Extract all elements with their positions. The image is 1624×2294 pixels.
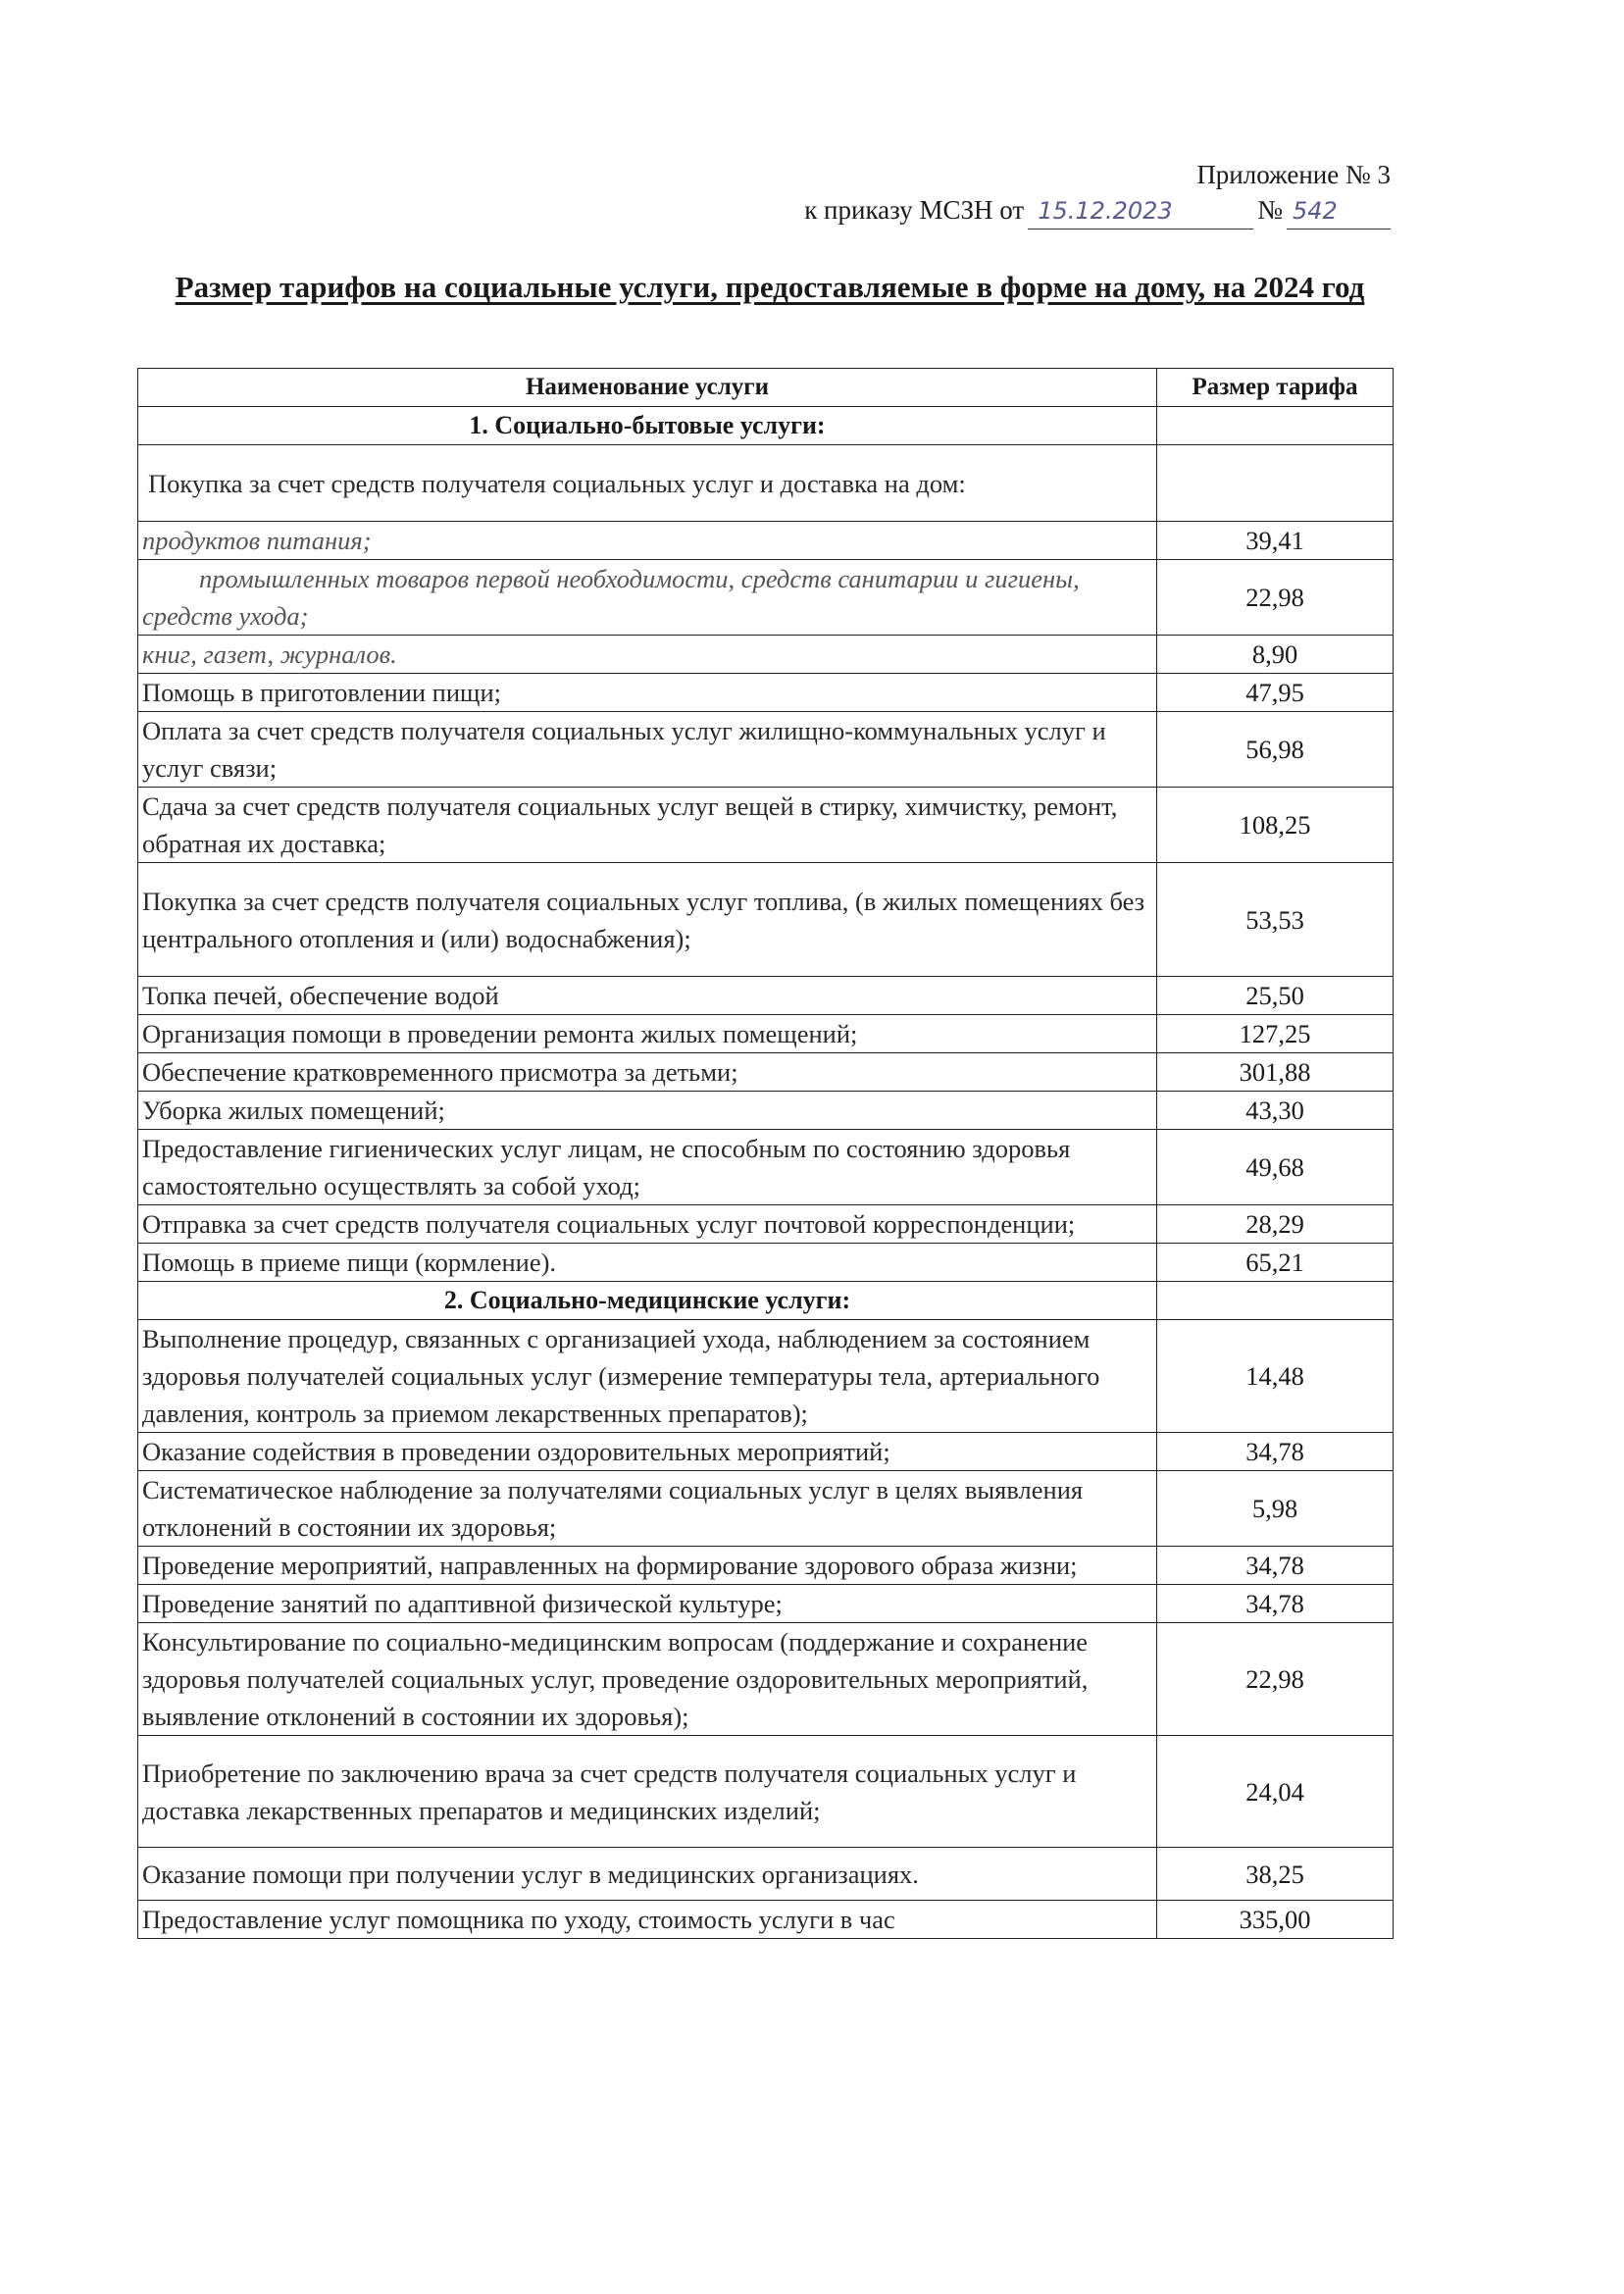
appendix-label: Приложение № 3: [1196, 160, 1391, 189]
service-name: Приобретение по заключению врача за счет средств получателя социальных услуг и доставка лекарственных препаратов и медицинских изделий;: [138, 1736, 1157, 1848]
group-price-empty: [1157, 445, 1394, 522]
service-price: 34,78: [1157, 1547, 1394, 1585]
table-row: [138, 1736, 1394, 1848]
service-name: книг, газет, журналов.: [138, 636, 1157, 674]
order-date: 15.12.2023: [1028, 193, 1253, 229]
column-header-price: Размер тарифа: [1157, 369, 1394, 407]
table-row: [138, 1130, 1394, 1205]
document-title: Размер тарифов на социальные услуги, предоставляемые в форме на дому, на 2024 год: [175, 270, 1365, 304]
appendix-header: [804, 157, 1391, 229]
tariff-table: [137, 368, 1394, 1939]
service-price: 39,41: [1157, 522, 1394, 560]
service-price: 22,98: [1157, 1623, 1394, 1736]
column-header-service: Наименование услуги: [138, 369, 1157, 407]
table-row: [138, 1585, 1394, 1623]
table-row: [138, 1053, 1394, 1092]
service-price: 34,78: [1157, 1433, 1394, 1471]
service-name: Помощь в приготовлении пищи;: [138, 674, 1157, 712]
service-name: Выполнение процедур, связанных с организацией ухода, наблюдением за состоянием здоровья получателей социальных услуг (измерение температуры тела, артериального давления, контроль за приемом лекарственных препаратов);: [138, 1320, 1157, 1433]
service-name: Оказание помощи при получении услуг в медицинских организациях.: [138, 1848, 1157, 1901]
service-name: Оплата за счет средств получателя социальных услуг жилищно-коммунальных услуг и услуг связи;: [138, 712, 1157, 788]
service-price: 28,29: [1157, 1205, 1394, 1244]
table-row: [138, 1015, 1394, 1053]
service-price: 108,25: [1157, 788, 1394, 863]
group-row: [138, 445, 1394, 522]
table-row: [138, 560, 1394, 636]
service-price: 65,21: [1157, 1244, 1394, 1282]
order-prefix: к приказу МСЗН от: [804, 195, 1025, 225]
service-name: Проведение мероприятий, направленных на формирование здорового образа жизни;: [138, 1547, 1157, 1585]
table-row: [138, 1901, 1394, 1939]
service-name: Проведение занятий по адаптивной физической культуре;: [138, 1585, 1157, 1623]
table-row: [138, 712, 1394, 788]
service-price: 24,04: [1157, 1736, 1394, 1848]
table-row: [138, 788, 1394, 863]
service-price: 127,25: [1157, 1015, 1394, 1053]
table-row: [138, 1547, 1394, 1585]
table-row: [138, 1205, 1394, 1244]
service-name: Консультирование по социально-медицинским вопросам (поддержание и сохранение здоровья получателей социальных услуг, проведение оздоровительных мероприятий, выявление отклонений в состоянии их здоровья);: [138, 1623, 1157, 1736]
service-name: Систематическое наблюдение за получателями социальных услуг в целях выявления отклонений в состоянии их здоровья;: [138, 1471, 1157, 1547]
table-row: [138, 1092, 1394, 1130]
table-row: [138, 1848, 1394, 1901]
order-reference: [804, 192, 1391, 229]
service-name: Топка печей, обеспечение водой: [138, 977, 1157, 1015]
service-price: 47,95: [1157, 674, 1394, 712]
service-name: Оказание содействия в проведении оздоровительных мероприятий;: [138, 1433, 1157, 1471]
section-row: [138, 1282, 1394, 1320]
service-price: 34,78: [1157, 1585, 1394, 1623]
section-row: [138, 407, 1394, 445]
service-name: промышленных товаров первой необходимости, средств санитарии и гигиены, средств ухода;: [138, 560, 1157, 636]
table-row: [138, 522, 1394, 560]
table-row: [138, 977, 1394, 1015]
section-title: 2. Социально-медицинские услуги:: [138, 1282, 1157, 1320]
service-name: Покупка за счет средств получателя социальных услуг топлива, (в жилых помещениях без центрального отопления и (или) водоснабжения);: [138, 863, 1157, 977]
table-row: [138, 1471, 1394, 1547]
service-price: 53,53: [1157, 863, 1394, 977]
service-price: 8,90: [1157, 636, 1394, 674]
section-title: 1. Социально-бытовые услуги:: [138, 407, 1157, 445]
service-price: 25,50: [1157, 977, 1394, 1015]
service-price: 335,00: [1157, 1901, 1394, 1939]
service-name: Предоставление услуг помощника по уходу, стоимость услуги в час: [138, 1901, 1157, 1939]
service-price: 301,88: [1157, 1053, 1394, 1092]
service-name: Предоставление гигиенических услуг лицам, не способным по состоянию здоровья самостоятельно осуществлять за собой уход;: [138, 1130, 1157, 1205]
table-row: [138, 1320, 1394, 1433]
table-row: [138, 636, 1394, 674]
service-name: Уборка жилых помещений;: [138, 1092, 1157, 1130]
table-header-row: [138, 369, 1394, 407]
table-row: [138, 674, 1394, 712]
service-price: 49,68: [1157, 1130, 1394, 1205]
service-name: Обеспечение кратковременного присмотра за детьми;: [138, 1053, 1157, 1092]
service-name: продуктов питания;: [138, 522, 1157, 560]
table-row: [138, 863, 1394, 977]
service-name: Отправка за счет средств получателя социальных услуг почтовой корреспонденции;: [138, 1205, 1157, 1244]
service-price: 43,30: [1157, 1092, 1394, 1130]
service-price: 22,98: [1157, 560, 1394, 636]
service-price: 56,98: [1157, 712, 1394, 788]
service-name: Сдача за счет средств получателя социальных услуг вещей в стирку, химчистку, ремонт, обратная их доставка;: [138, 788, 1157, 863]
order-number: 542: [1287, 193, 1391, 229]
table-row: [138, 1433, 1394, 1471]
service-price: 38,25: [1157, 1848, 1394, 1901]
service-price: 5,98: [1157, 1471, 1394, 1547]
section-price-empty: [1157, 1282, 1394, 1320]
table-row: [138, 1244, 1394, 1282]
group-label: Покупка за счет средств получателя социальных услуг и доставка на дом:: [138, 445, 1157, 522]
service-name: Помощь в приеме пищи (кормление).: [138, 1244, 1157, 1282]
table-row: [138, 1623, 1394, 1736]
service-name: Организация помощи в проведении ремонта жилых помещений;: [138, 1015, 1157, 1053]
section-price-empty: [1157, 407, 1394, 445]
number-label: №: [1257, 195, 1283, 225]
service-price: 14,48: [1157, 1320, 1394, 1433]
